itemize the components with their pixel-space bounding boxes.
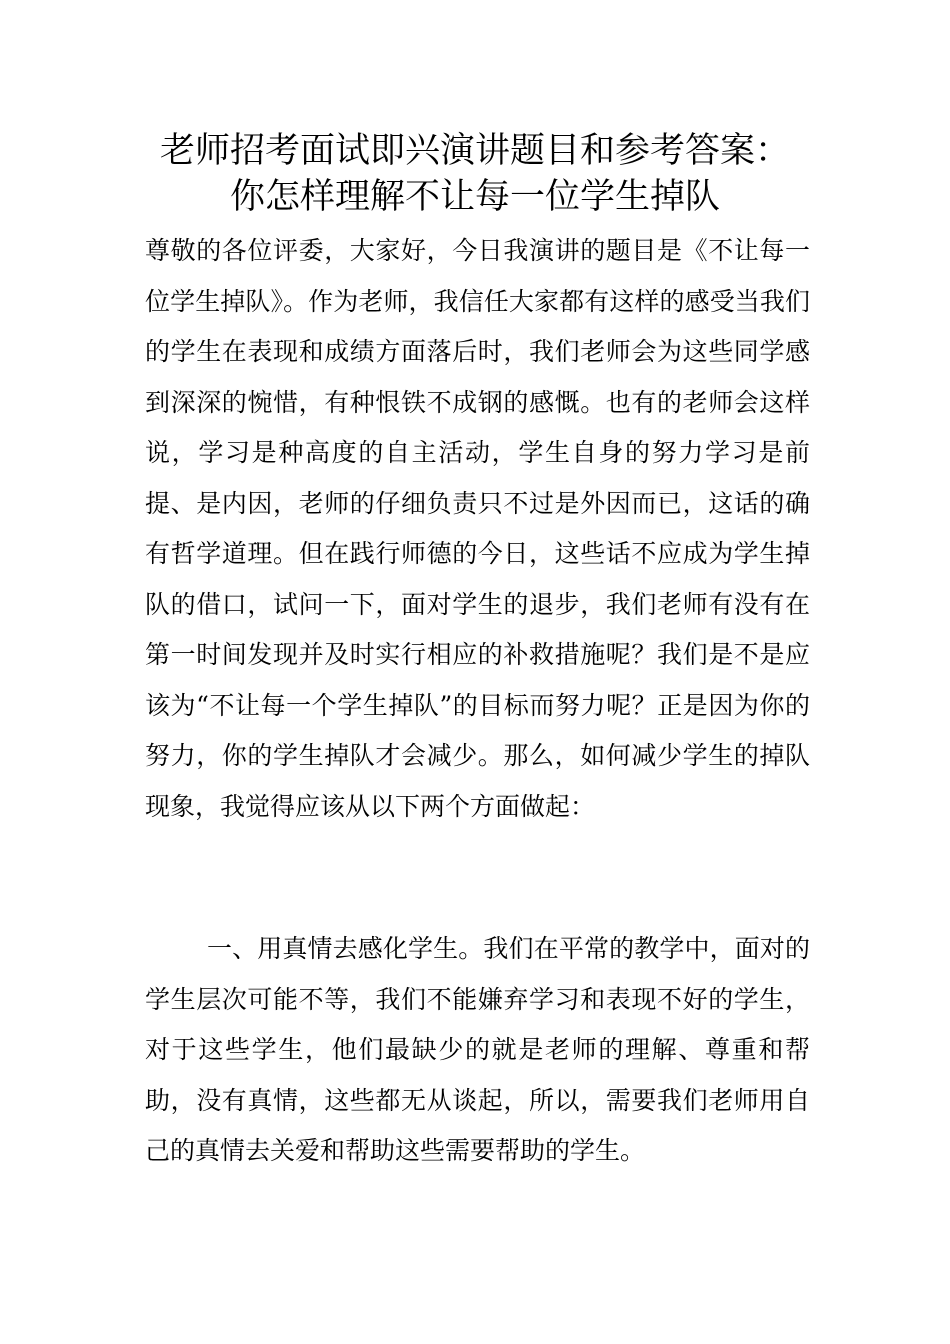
title-line-2: 你怎样理解不让每一位学生掉队 [229,177,720,217]
document-title [130,128,820,220]
paragraph-intro: 尊敬的各位评委，大家好，今日我演讲的题目是《不让每一位学生掉队》。作为老师，我信任大家都有这样的感受当我们的学生在表现和成绩方面落后时，我们老师会为这些同学感到深深的惋惜，有种恨铁不成钢的感慨。也有的老师会这样说，学习是种高度的自主活动，学生自身的努力学习是前提、是内因，老师的仔细负责只不过是外因而已，这话的确有哲学道理。但在践行师德的今日，这些话不应成为学生掉队的借口，试问一下，面对学生的退步，我们老师有没有在第一时间发现并及时实行相应的补救措施呢？我们是不是应该为“不让每一个学生掉队”的目标而努力呢？正是因为你的努力，你的学生掉队才会减少。那么，如何减少学生的掉队现象，我觉得应该从以下两个方面做起： [145,236,810,821]
title-line-1: 老师招考面试即兴演讲题目和参考答案： [159,131,790,171]
paragraph-point-one: 一、用真情去感化学生。我们在平常的教学中，面对的学生层次可能不等，我们不能嫌弃学习和表现不好的学生，对于这些学生，他们最缺少的就是老师的理解、尊重和帮助，没有真情，这些都无从谈起，所以，需要我们老师用自己的真情去关爱和帮助这些需要帮助的学生。 [145,934,810,1165]
